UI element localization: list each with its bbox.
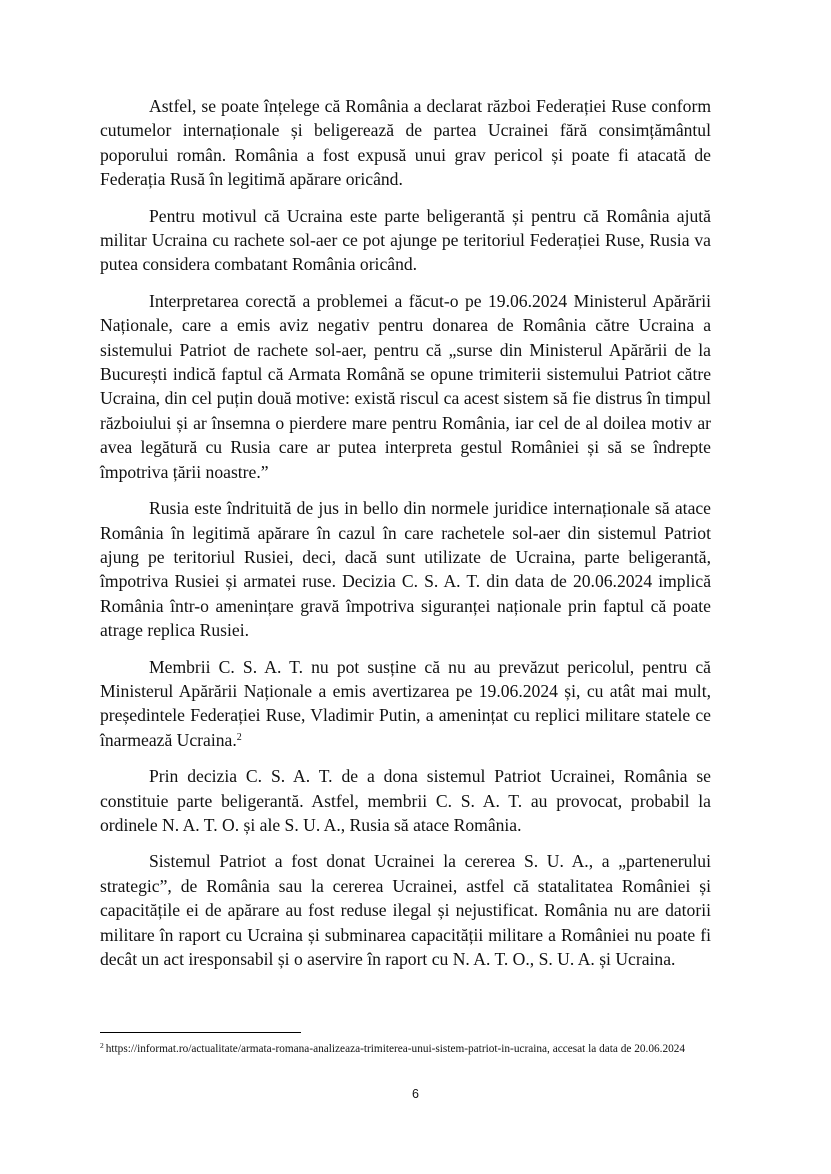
footnote-separator	[100, 1032, 301, 1033]
body-text	[100, 94, 711, 971]
paragraph-5	[100, 655, 711, 753]
footnote-number: 2	[100, 1041, 104, 1050]
page-number: 6	[412, 1087, 419, 1101]
paragraph-7: Sistemul Patriot a fost donat Ucrainei la cererea S. U. A., a „partenerului strategic”, de România sau la cererea Ucrainei, astfel că statalitatea României și capacitățile ei de apărare au fost reduse ilegal și nejustificat. România nu are datorii militare în raport cu Ucraina și subminarea capacității militare a României nu poate fi decât un act iresponsabil și o aservire în raport cu N. A. T. O., S. U. A. și Ucraina.	[100, 851, 711, 969]
paragraph-4: Rusia este îndrituită de jus in bello din normele juridice internaționale să atace România în legitimă apărare în cazul în care rachetele sol-aer din sistemul Patriot ajung pe teritoriul Rusiei, deci, dacă sunt utilizate de Ucraina, parte beligerantă, împotriva Rusiei și armatei ruse. Decizia C. S. A. T. din data de 20.06.2024 implică România într-o amenințare gravă împotriva siguranței naționale prin faptul că poate atrage replica Rusiei.	[100, 498, 711, 641]
paragraph-5-text: Membrii C. S. A. T. nu pot susține că nu au prevăzut pericolul, pentru că Ministerul Apărării Naționale a emis avertizarea pe 19.06.2024 și, cu atât mai mult, președintele Federației Ruse, Vladimir Putin, a amenințat cu replici militare statele ce înarmează Ucraina.	[100, 656, 711, 750]
footnote-text[interactable]: https://informat.ro/actualitate/armata-romana-analizeaza-trimiterea-unui-sistem-patriot-in-ucraina, accesat la data de 20.06.2024	[105, 1043, 686, 1055]
paragraph-1: Astfel, se poate înțelege că România a declarat război Federației Ruse conform cutumelor internaționale și beligerează de partea Ucrainei fără consimțământul poporului român. România a fost expusă unui grav pericol și poate fi atacată de Federația Rusă în legitimă apărare oricând.	[100, 96, 711, 190]
paragraph-2: Pentru motivul că Ucraina este parte beligerantă și pentru că România ajută militar Ucraina cu rachete sol-aer ce pot ajunge pe teritoriul Federației Ruse, Rusia va putea considera combatant România oricând.	[100, 205, 711, 275]
paragraph-3: Interpretarea corectă a problemei a făcut-o pe 19.06.2024 Ministerul Apărării Naționale, care a emis aviz negativ pentru donarea de România către Ucraina a sistemului Patriot de rachete sol-aer, pentru că „surse din Ministerul Apărării de la București indică faptul că Armata Română se opune trimiterii sistemului Patriot către Ucraina, din cel puțin două motive: există riscul ca acest sistem să fie distrus în timpul războiului și ar însemna o pierdere mare pentru România, iar cel de al doilea motiv ar avea legătură cu Rusia care ar putea interpreta gestul României și să se îndrepte împotriva țării noastre.”	[100, 290, 711, 482]
footnote	[100, 1042, 720, 1057]
paragraph-6: Prin decizia C. S. A. T. de a dona sistemul Patriot Ucrainei, România se constituie parte beligerantă. Astfel, membrii C. S. A. T. au provocat, probabil la ordinele N. A. T. O. și ale S. U. A., Rusia să atace România.	[100, 766, 711, 835]
footnote-reference[interactable]: 2	[236, 731, 242, 743]
